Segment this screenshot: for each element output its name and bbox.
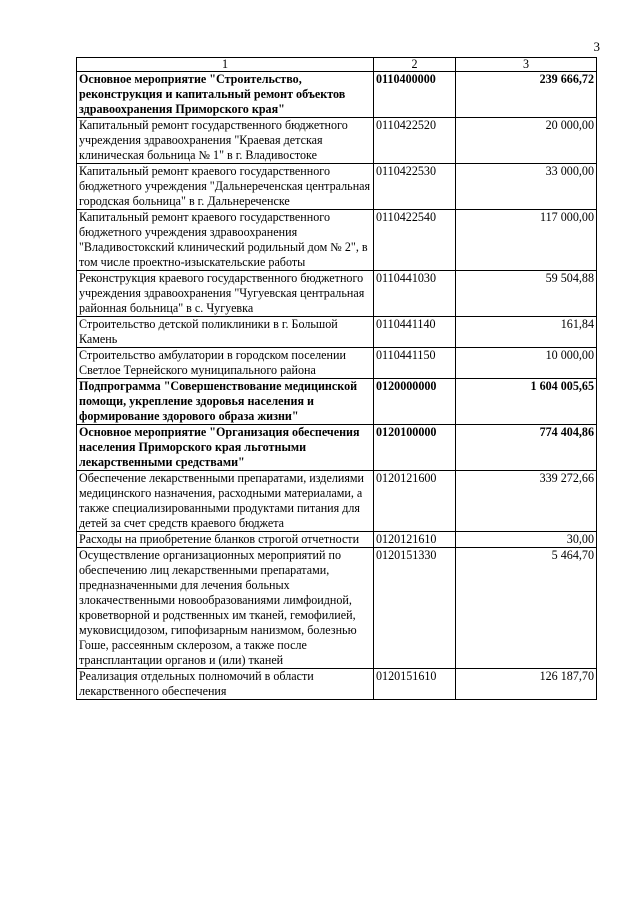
row-code-cell: 0110422530 — [374, 164, 456, 210]
row-name-cell: Строительство амбулатории в городском поселении Светлое Тернейского муниципального района — [77, 348, 374, 379]
row-amount-cell: 161,84 — [456, 317, 597, 348]
row-amount-cell: 239 666,72 — [456, 72, 597, 118]
row-amount-cell: 59 504,88 — [456, 271, 597, 317]
table-row — [77, 72, 597, 118]
row-name-cell: Основное мероприятие "Строительство, реконструкция и капитальный ремонт объектов здравоохранения Приморского края" — [77, 72, 374, 118]
column-header-1: 1 — [77, 58, 374, 72]
row-amount-cell: 5 464,70 — [456, 548, 597, 669]
row-name-cell: Осуществление организационных мероприятий по обеспечению лиц лекарственными препаратами, предназначенными для лечения больных злокачественными новообразованиями лимфоидной, кроветворной и родственных им тканей, гемофилией, муковисцидозом, гипофизарным нанизмом, болезнью Гоше, рассеянным склерозом, а также после трансплантации органов и (или) тканей — [77, 548, 374, 669]
page-number: 3 — [593, 39, 600, 54]
budget-table — [76, 57, 597, 700]
row-name-cell: Подпрограмма "Совершенствование медицинской помощи, укрепление здоровья населения и формирование здорового образа жизни" — [77, 379, 374, 425]
table-row — [77, 532, 597, 548]
row-code-cell: 0110400000 — [374, 72, 456, 118]
row-code-cell: 0110422520 — [374, 118, 456, 164]
row-amount-cell: 126 187,70 — [456, 669, 597, 700]
row-code-cell: 0120000000 — [374, 379, 456, 425]
table-header-row — [77, 58, 597, 72]
row-name-cell: Реконструкция краевого государственного бюджетного учреждения здравоохранения "Чугуевская центральная районная больница" в с. Чугуевка — [77, 271, 374, 317]
row-code-cell: 0120151610 — [374, 669, 456, 700]
table-row — [77, 548, 597, 669]
table-row — [77, 425, 597, 471]
table-row — [77, 348, 597, 379]
row-code-cell: 0120121600 — [374, 471, 456, 532]
row-code-cell: 0110441150 — [374, 348, 456, 379]
row-amount-cell: 30,00 — [456, 532, 597, 548]
table-row — [77, 164, 597, 210]
table-row — [77, 379, 597, 425]
row-code-cell: 0110441030 — [374, 271, 456, 317]
row-name-cell: Основное мероприятие "Организация обеспечения населения Приморского края льготными лекарственными средствами" — [77, 425, 374, 471]
row-name-cell: Капитальный ремонт государственного бюджетного учреждения здравоохранения "Краевая детская клиническая больница № 1" в г. Владивостоке — [77, 118, 374, 164]
row-code-cell: 0110441140 — [374, 317, 456, 348]
row-amount-cell: 339 272,66 — [456, 471, 597, 532]
row-code-cell: 0120100000 — [374, 425, 456, 471]
row-name-cell: Расходы на приобретение бланков строгой отчетности — [77, 532, 374, 548]
row-name-cell: Капитальный ремонт краевого государственного бюджетного учреждения "Дальнереченская центральная городская больница" в г. Дальнереченске — [77, 164, 374, 210]
row-amount-cell: 10 000,00 — [456, 348, 597, 379]
row-amount-cell: 33 000,00 — [456, 164, 597, 210]
row-amount-cell: 117 000,00 — [456, 210, 597, 271]
table-row — [77, 271, 597, 317]
row-name-cell: Реализация отдельных полномочий в области лекарственного обеспечения — [77, 669, 374, 700]
row-code-cell: 0120121610 — [374, 532, 456, 548]
row-name-cell: Капитальный ремонт краевого государственного бюджетного учреждения здравоохранения "Владивостокский клинический родильный дом № 2", в том числе проектно-изыскательские работы — [77, 210, 374, 271]
row-code-cell: 0110422540 — [374, 210, 456, 271]
row-name-cell: Обеспечение лекарственными препаратами, изделиями медицинского назначения, расходными материалами, а также специализированными продуктами питания для детей за счет средств краевого бюджета — [77, 471, 374, 532]
row-name-cell: Строительство детской поликлиники в г. Большой Камень — [77, 317, 374, 348]
row-amount-cell: 774 404,86 — [456, 425, 597, 471]
table-row — [77, 669, 597, 700]
table-row — [77, 317, 597, 348]
column-header-2: 2 — [374, 58, 456, 72]
table-body — [77, 72, 597, 700]
table-row — [77, 210, 597, 271]
table-row — [77, 118, 597, 164]
row-amount-cell: 20 000,00 — [456, 118, 597, 164]
column-header-3: 3 — [456, 58, 597, 72]
row-code-cell: 0120151330 — [374, 548, 456, 669]
row-amount-cell: 1 604 005,65 — [456, 379, 597, 425]
table-row — [77, 471, 597, 532]
